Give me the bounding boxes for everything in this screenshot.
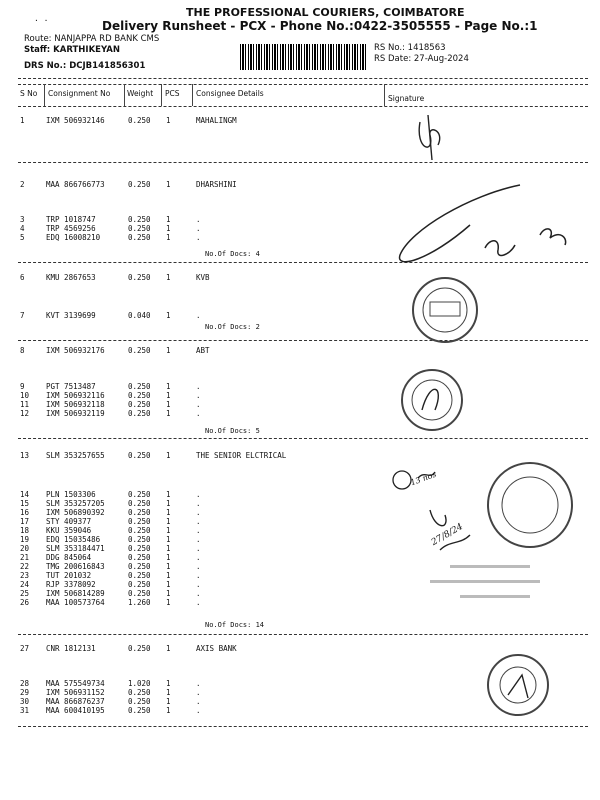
row-pcs: 1 [166, 697, 171, 706]
doc-count: No.Of Docs: 2 [205, 323, 260, 331]
row-consignee: . [196, 580, 201, 589]
row-weight: 0.250 [128, 688, 151, 697]
row-consignment: IXM 506931152 [46, 688, 105, 697]
col-consignment: Consignment No [48, 89, 111, 98]
row-consignment: SLM 353257205 [46, 499, 105, 508]
row-pcs: 1 [166, 598, 171, 607]
row-weight: 0.250 [128, 409, 151, 418]
row-pcs: 1 [166, 409, 171, 418]
row-consignee: . [196, 535, 201, 544]
column-divider [161, 84, 162, 106]
row-sno: 2 [20, 180, 25, 189]
row-sno: 20 [20, 544, 30, 553]
row-weight: 0.250 [128, 580, 151, 589]
row-pcs: 1 [166, 215, 171, 224]
row-consignee: . [196, 688, 201, 697]
row-consignee: AXIS BANK [196, 644, 237, 653]
row-weight: 0.040 [128, 311, 151, 320]
row-weight: 0.250 [128, 273, 151, 282]
row-weight: 0.250 [128, 382, 151, 391]
row-consignment: IXM 506932119 [46, 409, 105, 418]
row-consignee: . [196, 400, 201, 409]
row-sno: 13 [20, 451, 30, 460]
row-pcs: 1 [166, 535, 171, 544]
row-weight: 0.250 [128, 233, 151, 242]
row-pcs: 1 [166, 580, 171, 589]
row-pcs: 1 [166, 490, 171, 499]
row-consignee: . [196, 224, 201, 233]
row-consignee: ABT [196, 346, 210, 355]
row-weight: 0.250 [128, 215, 151, 224]
row-consignee: DHARSHINI [196, 180, 237, 189]
row-consignment: RJP 3378092 [46, 580, 96, 589]
row-pcs: 1 [166, 517, 171, 526]
column-divider [124, 84, 125, 106]
doc-count: No.Of Docs: 5 [205, 427, 260, 435]
row-pcs: 1 [166, 400, 171, 409]
row-consignment: IXM 506932176 [46, 346, 105, 355]
row-pcs: 1 [166, 706, 171, 715]
row-sno: 12 [20, 409, 30, 418]
row-pcs: 1 [166, 508, 171, 517]
row-pcs: 1 [166, 571, 171, 580]
header-dots: . . [34, 14, 49, 23]
handwritten-date: 27/8/24 [429, 521, 465, 549]
row-pcs: 1 [166, 499, 171, 508]
col-pcs: PCS [165, 89, 180, 98]
row-consignment: IXM 506932118 [46, 400, 105, 409]
row-consignment: STY 409377 [46, 517, 92, 526]
kvb-stamp [413, 278, 477, 342]
row-consignee: . [196, 382, 201, 391]
row-consignment: PGT 7513487 [46, 382, 96, 391]
doc-count: No.Of Docs: 14 [205, 621, 265, 629]
row-sno: 10 [20, 391, 30, 400]
col-signature: Signature [388, 94, 425, 103]
row-weight: 0.250 [128, 526, 151, 535]
row-weight: 0.250 [128, 508, 151, 517]
row-weight: 0.250 [128, 644, 151, 653]
row-consignment: IXM 506932146 [46, 116, 105, 125]
abt-stamp [402, 370, 462, 430]
row-sno: 29 [20, 688, 30, 697]
doc-count: No.Of Docs: 4 [205, 250, 260, 258]
staff-text: Staff: KARTHIKEYAN [24, 45, 120, 55]
row-consignee: . [196, 544, 201, 553]
route-text: Route: NANJAPPA RD BANK CMS [24, 34, 160, 44]
row-pcs: 1 [166, 451, 171, 460]
row-weight: 0.250 [128, 517, 151, 526]
row-consignee: . [196, 517, 201, 526]
row-weight: 0.250 [128, 116, 151, 125]
row-sno: 6 [20, 273, 25, 282]
row-consignment: TUT 201032 [46, 571, 92, 580]
column-divider [384, 84, 385, 106]
row-sno: 7 [20, 311, 25, 320]
row-weight: 0.250 [128, 571, 151, 580]
row-pcs: 1 [166, 382, 171, 391]
row-pcs: 1 [166, 644, 171, 653]
row-sno: 18 [20, 526, 30, 535]
col-weight: Weight [127, 89, 154, 98]
row-pcs: 1 [166, 391, 171, 400]
signature-mark [419, 115, 440, 160]
row-consignee: . [196, 679, 201, 688]
row-weight: 0.250 [128, 535, 151, 544]
row-consignee: . [196, 409, 201, 418]
drs-number: DRS No.: DCJB141856301 [24, 61, 146, 71]
row-consignment: IXM 506814289 [46, 589, 105, 598]
row-weight: 0.250 [128, 224, 151, 233]
col-consignee: Consignee Details [196, 89, 264, 98]
row-consignment: IXM 506890392 [46, 508, 105, 517]
row-pcs: 1 [166, 544, 171, 553]
row-consignee: . [196, 706, 201, 715]
rs-number: RS No.: 1418563 [374, 43, 446, 53]
row-sno: 4 [20, 224, 25, 233]
row-weight: 0.250 [128, 490, 151, 499]
row-consignment: MAA 575549734 [46, 679, 105, 688]
row-weight: 1.020 [128, 679, 151, 688]
row-pcs: 1 [166, 116, 171, 125]
row-consignment: DDG 845064 [46, 553, 92, 562]
row-sno: 24 [20, 580, 30, 589]
row-consignee: . [196, 311, 201, 320]
row-consignee: . [196, 391, 201, 400]
row-consignee: . [196, 490, 201, 499]
row-sno: 11 [20, 400, 30, 409]
faded-stamp [430, 565, 540, 598]
axis-stamp [488, 655, 548, 715]
handwritten-nos: 13 nos [409, 469, 438, 488]
row-pcs: 1 [166, 224, 171, 233]
row-sno: 15 [20, 499, 30, 508]
row-pcs: 1 [166, 679, 171, 688]
row-consignment: TRP 1018747 [46, 215, 96, 224]
signature-mark [400, 185, 566, 262]
row-consignment: MAA 866876237 [46, 697, 105, 706]
row-sno: 3 [20, 215, 25, 224]
row-pcs: 1 [166, 526, 171, 535]
row-consignment: TMG 200616843 [46, 562, 105, 571]
row-weight: 0.250 [128, 180, 151, 189]
row-sno: 17 [20, 517, 30, 526]
row-sno: 28 [20, 679, 30, 688]
row-consignment: EDQ 16008210 [46, 233, 101, 242]
row-weight: 0.250 [128, 544, 151, 553]
col-sno: S No [20, 89, 38, 98]
row-sno: 30 [20, 697, 30, 706]
row-pcs: 1 [166, 553, 171, 562]
row-sno: 8 [20, 346, 25, 355]
row-pcs: 1 [166, 589, 171, 598]
row-pcs: 1 [166, 346, 171, 355]
row-consignee: . [196, 526, 201, 535]
row-weight: 0.250 [128, 553, 151, 562]
row-consignment: PLN 1503306 [46, 490, 96, 499]
row-pcs: 1 [166, 311, 171, 320]
row-consignment: KMU 2867653 [46, 273, 96, 282]
row-consignee: . [196, 508, 201, 517]
row-sno: 5 [20, 233, 25, 242]
column-divider [192, 84, 193, 106]
row-pcs: 1 [166, 180, 171, 189]
row-sno: 31 [20, 706, 30, 715]
row-consignment: KKU 359046 [46, 526, 92, 535]
row-pcs: 1 [166, 273, 171, 282]
row-weight: 0.250 [128, 697, 151, 706]
row-sno: 14 [20, 490, 30, 499]
company-name: THE PROFESSIONAL COURIERS, COIMBATORE [186, 6, 465, 19]
row-sno: 16 [20, 508, 30, 517]
row-pcs: 1 [166, 233, 171, 242]
row-consignee: MAHALINGM [196, 116, 237, 125]
row-weight: 0.250 [128, 499, 151, 508]
row-sno: 27 [20, 644, 30, 653]
row-consignment: SLM 353257655 [46, 451, 105, 460]
row-consignment: EDQ 15035486 [46, 535, 101, 544]
row-consignee: . [196, 697, 201, 706]
row-consignment: KVT 3139699 [46, 311, 96, 320]
row-sno: 22 [20, 562, 30, 571]
row-consignment: MAA 100573764 [46, 598, 105, 607]
row-consignee: THE SENIOR ELCTRICAL [196, 451, 287, 460]
row-consignee: . [196, 233, 201, 242]
row-consignment: SLM 353184471 [46, 544, 105, 553]
row-weight: 0.250 [128, 589, 151, 598]
barcode [240, 44, 366, 70]
row-weight: 0.250 [128, 391, 151, 400]
row-sno: 1 [20, 116, 25, 125]
row-consignee: . [196, 553, 201, 562]
row-sno: 9 [20, 382, 25, 391]
row-pcs: 1 [166, 688, 171, 697]
divider [18, 106, 588, 107]
signature-area [390, 110, 590, 730]
row-consignment: TRP 4569256 [46, 224, 96, 233]
row-pcs: 1 [166, 562, 171, 571]
row-consignment: MAA 866766773 [46, 180, 105, 189]
row-consignee: . [196, 598, 201, 607]
row-sno: 19 [20, 535, 30, 544]
row-sno: 25 [20, 589, 30, 598]
row-consignment: MAA 600410195 [46, 706, 105, 715]
row-consignee: . [196, 499, 201, 508]
row-weight: 0.250 [128, 451, 151, 460]
divider [18, 78, 588, 79]
row-weight: 0.250 [128, 346, 151, 355]
row-consignment: CNR 1812131 [46, 644, 96, 653]
row-consignee: . [196, 571, 201, 580]
column-divider [44, 84, 45, 106]
row-consignee: . [196, 215, 201, 224]
divider [18, 84, 588, 85]
row-consignment: IXM 506932116 [46, 391, 105, 400]
rs-date: RS Date: 27-Aug-2024 [374, 54, 469, 64]
row-weight: 0.250 [128, 706, 151, 715]
row-weight: 0.250 [128, 562, 151, 571]
row-consignee: KVB [196, 273, 210, 282]
row-sno: 23 [20, 571, 30, 580]
row-sno: 26 [20, 598, 30, 607]
row-consignee: . [196, 589, 201, 598]
row-weight: 0.250 [128, 400, 151, 409]
row-weight: 1.260 [128, 598, 151, 607]
runsheet-title: Delivery Runsheet - PCX - Phone No.:0422-3505555 - Page No.:1 [102, 19, 538, 33]
row-sno: 21 [20, 553, 30, 562]
sakthi-stamp [488, 463, 572, 547]
row-consignee: . [196, 562, 201, 571]
